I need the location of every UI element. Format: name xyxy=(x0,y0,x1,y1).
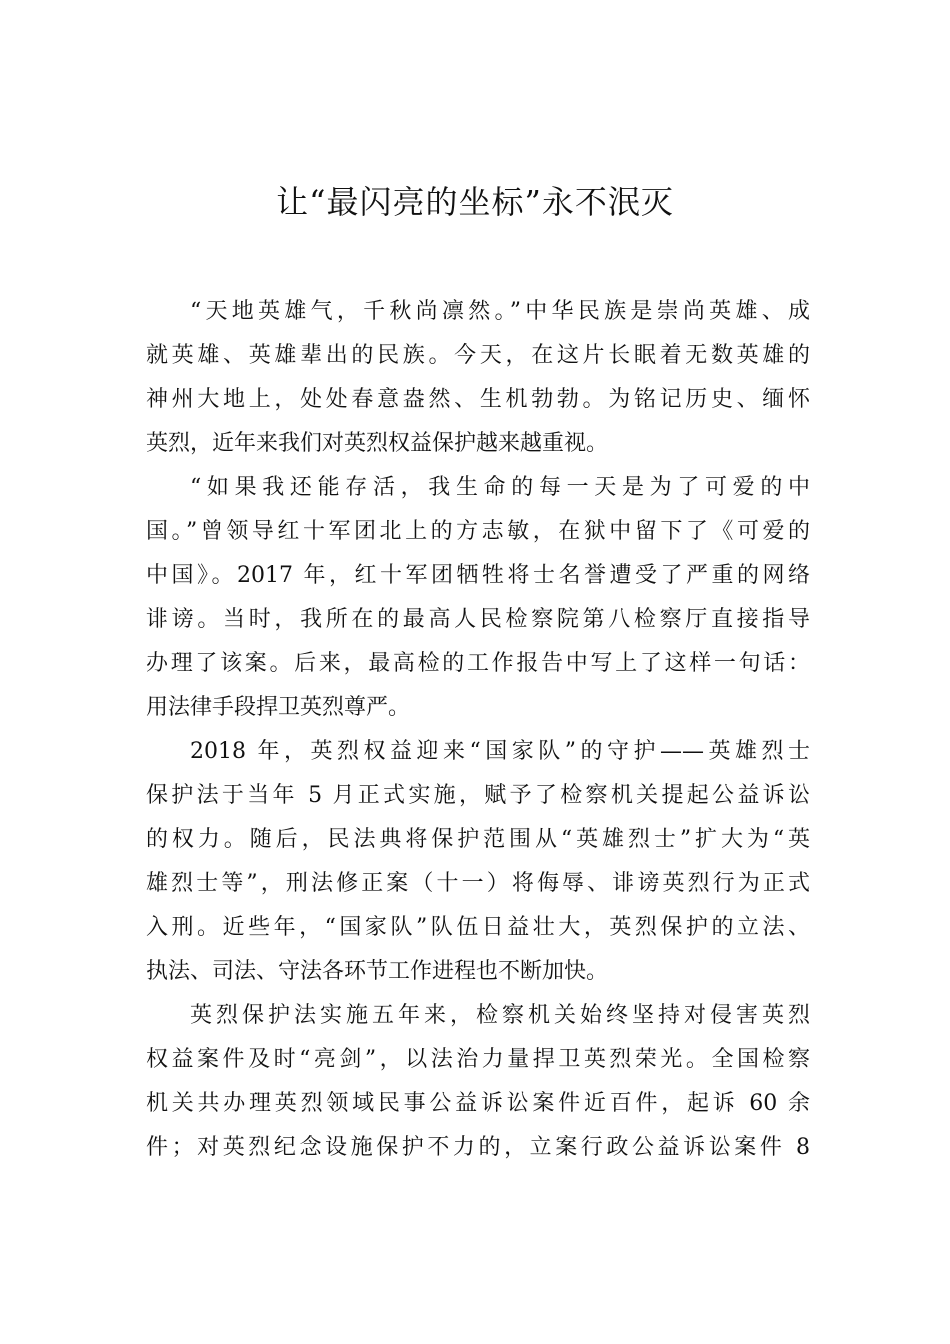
paragraph-3-line-3: 的权力。随后，民法典将保护范围从“英雄烈士”扩大为“英 xyxy=(146,827,810,852)
paragraph-2-line-1: “如果我还能存活，我生命的每一天是为了可爱的中 xyxy=(190,475,810,500)
paragraph-2-line-5: 办理了该案。后来，最高检的工作报告中写上了这样一句话： xyxy=(146,651,810,676)
paragraph-1-line-1: “天地英雄气，千秋尚凛然。”中华民族是崇尚英雄、成 xyxy=(190,299,810,324)
paragraph-3-line-1: 2018 年，英烈权益迎来“国家队”的守护——英雄烈士 xyxy=(190,739,810,764)
paragraph-4-line-3: 机关共办理英烈领域民事公益诉讼案件近百件，起诉 60 余 xyxy=(146,1091,810,1116)
paragraph-4-line-4: 件；对英烈纪念设施保护不力的，立案行政公益诉讼案件 8 xyxy=(146,1135,810,1160)
paragraph-3-line-6: 执法、司法、守法各环节工作进程也不断加快。 xyxy=(146,959,609,984)
paragraph-1-line-3: 神州大地上，处处春意盎然、生机勃勃。为铭记历史、缅怀 xyxy=(146,387,810,412)
paragraph-2-line-3: 中国》。2017 年，红十军团牺牲将士名誉遭受了严重的网络 xyxy=(146,563,810,588)
paragraph-2-line-4: 诽谤。当时，我所在的最高人民检察院第八检察厅直接指导 xyxy=(146,607,810,632)
paragraph-3-line-4: 雄烈士等”，刑法修正案（十一）将侮辱、诽谤英烈行为正式 xyxy=(146,871,810,896)
document-title: 让“最闪亮的坐标”永不泯灭 xyxy=(276,183,674,221)
paragraph-2-line-6: 用法律手段捍卫英烈尊严。 xyxy=(146,695,411,720)
paragraph-3-line-2: 保护法于当年 5 月正式实施，赋予了检察机关提起公益诉讼 xyxy=(146,783,810,808)
paragraph-2-line-2: 国。”曾领导红十军团北上的方志敏，在狱中留下了《可爱的 xyxy=(146,519,810,544)
paragraph-1-line-2: 就英雄、英雄辈出的民族。今天，在这片长眠着无数英雄的 xyxy=(146,343,810,368)
paragraph-1-line-4: 英烈，近年来我们对英烈权益保护越来越重视。 xyxy=(146,431,609,456)
paragraph-4-line-1: 英烈保护法实施五年来，检察机关始终坚持对侵害英烈 xyxy=(190,1003,810,1028)
paragraph-3-line-5: 入刑。近些年，“国家队”队伍日益壮大，英烈保护的立法、 xyxy=(146,915,810,940)
paragraph-4-line-2: 权益案件及时“亮剑”，以法治力量捍卫英烈荣光。全国检察 xyxy=(146,1047,810,1072)
